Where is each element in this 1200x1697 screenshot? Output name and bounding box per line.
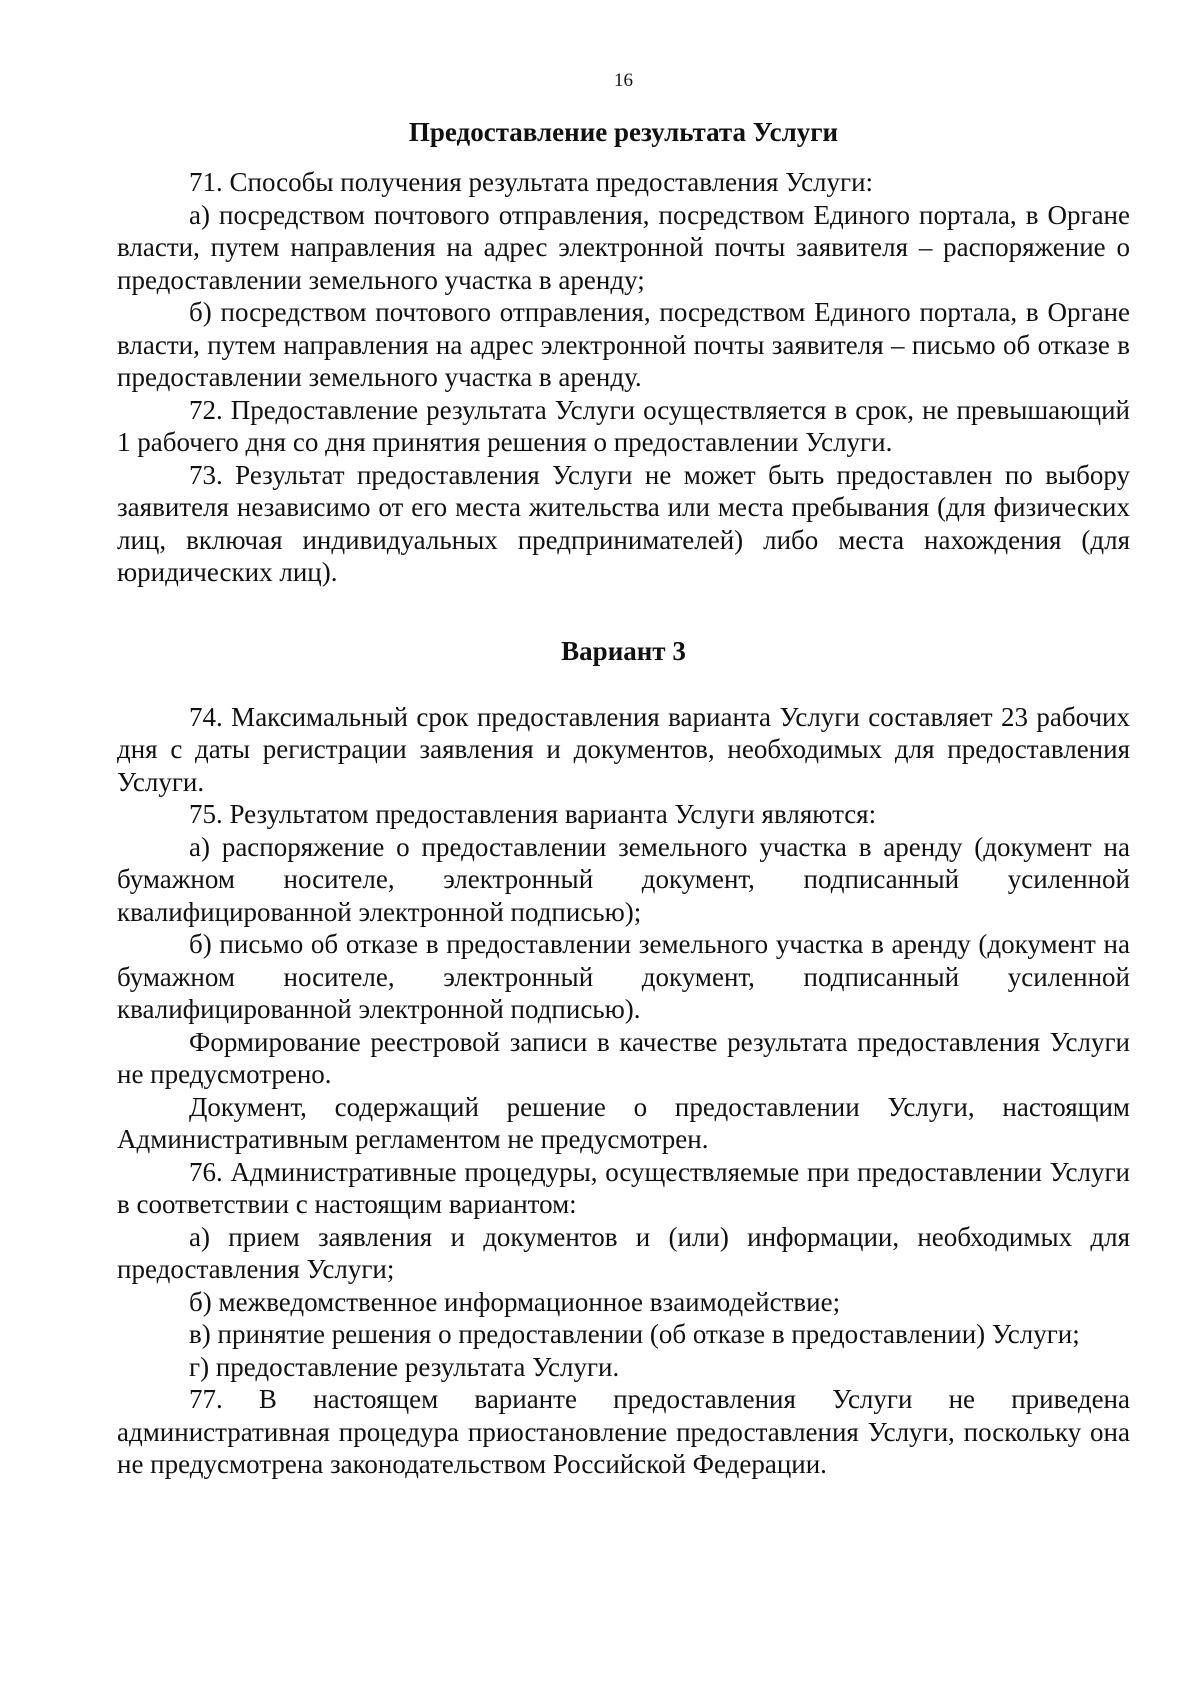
paragraph-75: 75. Результатом предоставления варианта Услуги являются: <box>189 799 877 829</box>
paragraph-71: 71. Способы получения результата предоставления Услуги: <box>189 167 874 197</box>
paragraph-71-a: а) посредством почтового отправления, посредством Единого портала, в Органе власти, путем направления на адрес электронной почты заявителя – распоряжение о предоставлении земельного участка в аренду; <box>117 199 1130 295</box>
paragraph-72: 72. Предоставление результата Услуги осуществляется в срок, не превышающий 1 рабочего дня со дня принятия решения о предоставлении Услуги. <box>117 394 1130 457</box>
section-heading-variant-3: Вариант 3 <box>561 635 686 666</box>
paragraph-75-a: а) распоряжение о предоставлении земельного участка в аренду (документ на бумажном носителе, электронный документ, подписанный усиленной квалифицированной электронной подписью); <box>117 831 1130 927</box>
paragraph-75-b: б) письмо об отказе в предоставлении земельного участка в аренду (документ на бумажном носителе, электронный документ, подписанный усиленной квалифицированной электронной подписью). <box>117 929 1130 1024</box>
paragraph-73: 73. Результат предоставления Услуги не может быть предоставлен по выбору заявителя независимо от его места жительства или места пребывания (для физических лиц, включая индивидуальных предпринимателей) либо места нахождения (для юридических лиц). <box>117 459 1130 587</box>
paragraph-decision-document: Документ, содержащий решение о предоставлении Услуги, настоящим Административным регламентом не предусмотрен. <box>117 1091 1130 1154</box>
paragraph-76-b: б) межведомственное информационное взаимодействие; <box>189 1286 841 1317</box>
paragraph-76-g: г) предоставление результата Услуги. <box>189 1351 620 1382</box>
paragraph-74: 74. Максимальный срок предоставления варианта Услуги составляет 23 рабочих дня с даты регистрации заявления и документов, необходимых для предоставления Услуги. <box>117 701 1130 797</box>
paragraph-76-a: а) прием заявления и документов и (или) информации, необходимых для предоставления Услуги; <box>117 1221 1130 1284</box>
paragraph-71-b: б) посредством почтового отправления, посредством Единого портала, в Органе власти, путем направления на адрес электронной почты заявителя – письмо об отказе в предоставлении земельного участка в аренду. <box>117 297 1130 392</box>
paragraph-77: 77. В настоящем варианте предоставления Услуги не приведена административная процедура приостановление предоставления Услуги, поскольку она не предусмотрена законодательством Российской Федерации. <box>117 1384 1130 1479</box>
page-number: 16 <box>614 70 633 91</box>
paragraph-76: 76. Административные процедуры, осуществляемые при предоставлении Услуги в соответствии с настоящим вариантом: <box>117 1156 1130 1219</box>
section-heading-result: Предоставление результата Услуги <box>408 117 839 147</box>
paragraph-76-v: в) принятие решения о предоставлении (об отказе в предоставлении) Услуги; <box>189 1319 1080 1349</box>
paragraph-registry-record: Формирование реестровой записи в качестве результата предоставления Услуги не предусмотрено. <box>117 1026 1130 1089</box>
